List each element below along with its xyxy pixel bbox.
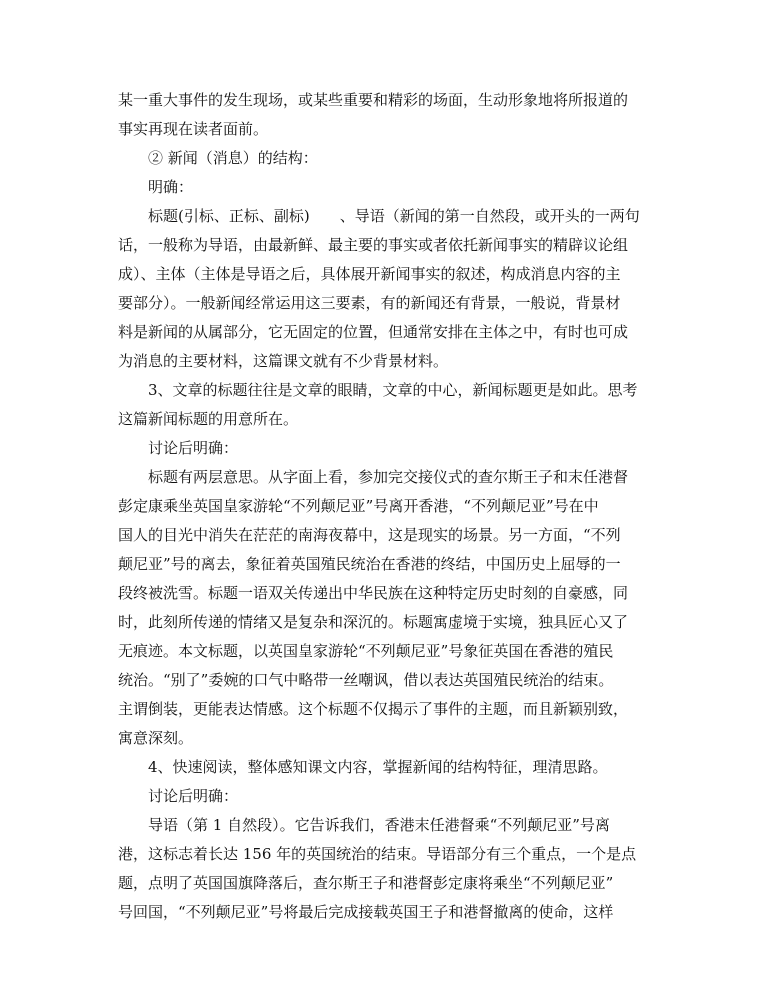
- text-line: 明确：: [148, 178, 194, 196]
- text-line: 主谓倒装，更能表达情感。这个标题不仅揭示了事件的主题，而且新颖别致，: [118, 700, 629, 718]
- text-line: 题，点明了英国国旗降落后，查尔斯王子和港督彭定康将乘坐“不列颠尼亚”: [118, 874, 614, 892]
- text-line: 段终被洗雪。标题一语双关传递出中华民族在这种特定历史时刻的自豪感，同: [118, 584, 629, 602]
- text-line: 要部分）。一般新闻经常运用这三要素，有的新闻还有背景，一般说，背景材: [118, 294, 621, 312]
- text-line: 话，一般称为导语，由最新鲜、最主要的事实或者依托新闻事实的精辟议论组: [118, 236, 629, 254]
- text-line: 3、文章的标题往往是文章的眼睛，文章的中心，新闻标题更是如此。思考: [148, 381, 638, 399]
- text-line: 港，这标志着长达 156 年的英国统治的结束。导语部分有三个重点，一个是点: [118, 845, 637, 863]
- text-line: 统治。“别了”委婉的口气中略带一丝嘲讽，借以表达英国殖民统治的结束。: [118, 671, 614, 689]
- text-line: 为消息的主要材料，这篇课文就有不少背景材料。: [118, 352, 449, 370]
- text-line: 讨论后明确：: [148, 787, 239, 805]
- text-line: 寓意深刻。: [118, 729, 194, 747]
- text-line: 颠尼亚”号的离去，象征着英国殖民统治在香港的终结，中国历史上屈辱的一: [118, 555, 621, 573]
- text-line: 成）、主体（主体是导语之后，具体展开新闻事实的叙述，构成消息内容的主: [118, 265, 621, 283]
- text-line: 无痕迹。本文标题，以英国皇家游轮“不列颠尼亚”号象征英国在香港的殖民: [118, 642, 614, 660]
- text-line: 时，此刻所传递的情绪又是复杂和深沉的。标题寓虚境于实境，独具匠心又了: [118, 613, 629, 631]
- text-line: ② 新闻（消息）的结构：: [148, 149, 318, 167]
- text-line: 4、快速阅读，整体感知课文内容，掌握新闻的结构特征，理清思路。: [148, 758, 608, 776]
- text-line: 导语（第 1 自然段）。它告诉我们，香港末任港督乘“不列颠尼亚”号离: [148, 816, 610, 834]
- text-line: 彭定康乘坐英国皇家游轮“不列颠尼亚”号离开香港，“不列颠尼亚”号在中: [118, 497, 599, 515]
- text-line: 料是新闻的从属部分，它无固定的位置，但通常安排在主体之中，有时也可成: [118, 323, 629, 341]
- text-line: 标题(引标、正标、副标) 、导语（新闻的第一自然段，或开头的一两句: [148, 207, 640, 225]
- text-line: 标题有两层意思。从字面上看，参加完交接仪式的查尔斯王子和末任港督: [148, 468, 629, 486]
- text-line: 国人的目光中消失在茫茫的南海夜幕中，这是现实的场景。另一方面，“不列: [118, 526, 621, 544]
- text-line: 某一重大事件的发生现场，或某些重要和精彩的场面，生动形象地将所报道的: [118, 91, 629, 109]
- text-line: 这篇新闻标题的用意所在。: [118, 410, 299, 428]
- text-line: 讨论后明确：: [148, 439, 239, 457]
- text-line: 事实再现在读者面前。: [118, 120, 269, 138]
- text-line: 号回国，“不列颠尼亚”号将最后完成接载英国王子和港督撤离的使命，这样: [118, 903, 614, 921]
